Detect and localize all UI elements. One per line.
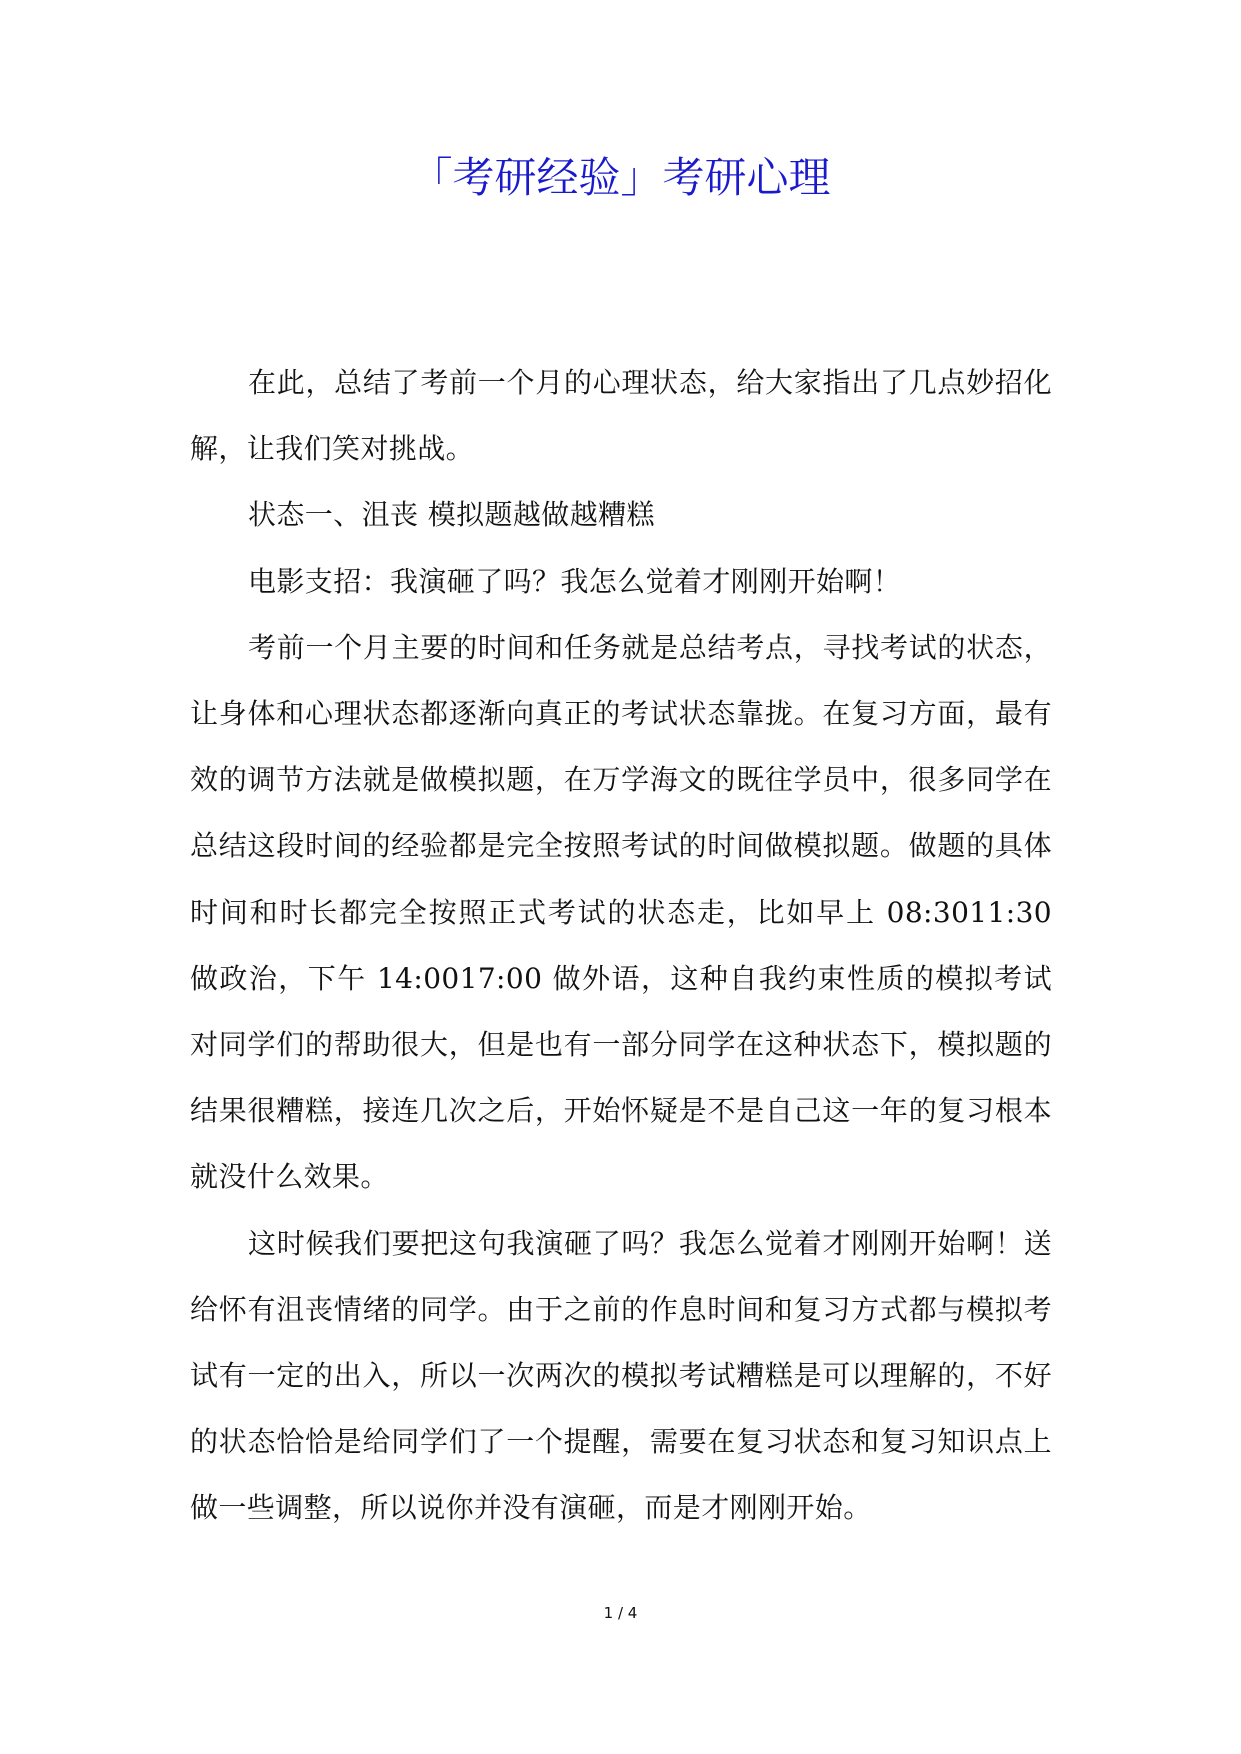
paragraph-advice: 这时候我们要把这句我演砸了吗？我怎么觉着才刚刚开始啊！送给怀有沮丧情绪的同学。由于之前的作息时间和复习方式都与模拟考试有一定的出入，所以一次两次的模拟考试糟糕是可以理解的，不好的状态恰恰是给同学们了一个提醒，需要在复习状态和复习知识点上做一些调整，所以说你并没有演砸，而是才刚刚开始。 — [190, 1226, 1052, 1525]
document-title: 「考研经验」考研心理 — [410, 153, 831, 202]
paragraph-main: 考前一个月主要的时间和任务就是总结考点，寻找考试的状态，让身体和心理状态都逐渐向真正的考试状态靠拢。在复习方面，最有效的调节方法就是做模拟题，在万学海文的既往学员中，很多同学在总结这段时间的经验都是完全按照考试的时间做模拟题。做题的具体时间和时长都完全按照正式考试的状态走，比如早上 08:3011:30 做政治，下午 14:0017:00 做外语，这种自我约束性质的模拟考试对同学们的帮助很大，但是也有一部分同学在这种状态下，模拟题的结果很糟糕，接连几次之后，开始怀疑是不是自己这一年的复习根本就没什么效果。 — [190, 630, 1052, 1194]
page-number: 1 / 4 — [603, 1604, 638, 1622]
paragraph-movie-tip: 电影支招：我演砸了吗？我怎么觉着才刚刚开始啊！ — [248, 564, 902, 598]
document-body — [190, 350, 1052, 1542]
paragraph-intro: 在此，总结了考前一个月的心理状态，给大家指出了几点妙招化解，让我们笑对挑战。 — [190, 366, 1052, 466]
paragraph-state-heading: 状态一、沮丧 模拟题越做越糟糕 — [248, 498, 655, 532]
